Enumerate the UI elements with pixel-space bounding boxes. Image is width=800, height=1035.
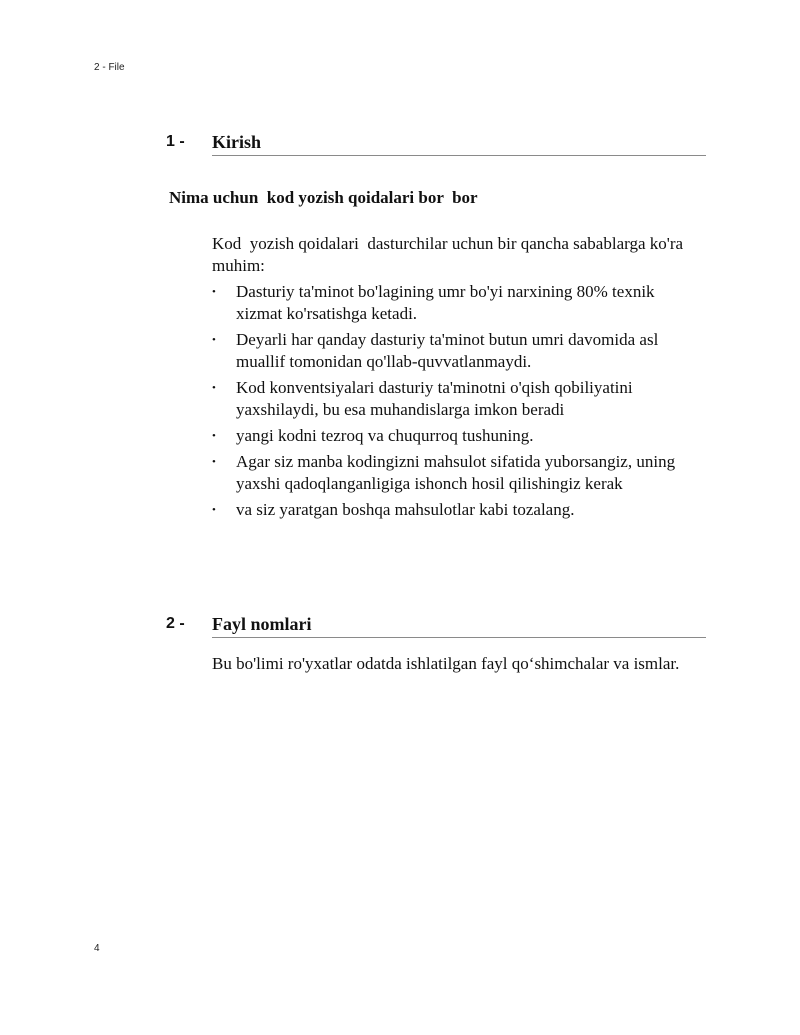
list-item-text: yangi kodni tezroq va chuqurroq tushuning. [236,426,534,445]
bullet-icon: • [212,456,216,468]
section-title: Fayl nomlari [212,614,312,634]
list-item-text: Deyarli har qanday dasturiy ta'minot butun umri davomida asl muallif tomonidan qo'llab-quvvatlanmaydi. [236,330,659,371]
list-item-text: Dasturiy ta'minot bo'lagining umr bo'yi narxining 80% texnik xizmat ko'rsatishga ketadi. [236,282,655,323]
section-rule [212,637,706,638]
reasons-list [212,281,692,525]
list-item [212,377,692,421]
running-header: 2 - File [94,62,125,73]
list-item [212,499,692,521]
intro-paragraph: Kod yozish qoidalari dasturchilar uchun bir qancha sabablarga ko'ra muhim: [212,234,688,275]
list-item [212,329,692,373]
section-heading-fayl-nomlari [166,614,706,640]
page-number: 4 [94,943,100,954]
section-heading-kirish [166,132,706,158]
bullet-icon: • [212,334,216,346]
list-item [212,451,692,495]
section-rule [212,155,706,156]
section-number: 1 - [166,133,185,150]
bullet-icon: • [212,430,216,442]
section-title: Kirish [212,132,262,152]
file-names-paragraph: Bu bo'limi ro'yxatlar odatda ishlatilgan fayl qo‘shimchalar va ismlar. [212,654,680,673]
bullet-icon: • [212,382,216,394]
bullet-icon: • [212,504,216,516]
subsection-heading: Nima uchun kod yozish qoidalari bor bor [169,188,478,207]
list-item-text: Agar siz manba kodingizni mahsulot sifatida yuborsangiz, uning yaxshi qadoqlanganligiga ishonch hosil qilishingiz kerak [236,452,676,493]
list-item-text: va siz yaratgan boshqa mahsulotlar kabi tozalang. [236,500,575,519]
list-item [212,281,692,325]
bullet-icon: • [212,286,216,298]
list-item [212,425,692,447]
section-number: 2 - [166,615,185,632]
list-item-text: Kod konventsiyalari dasturiy ta'minotni o'qish qobiliyatini yaxshilaydi, bu esa muhandislarga imkon beradi [236,378,633,419]
